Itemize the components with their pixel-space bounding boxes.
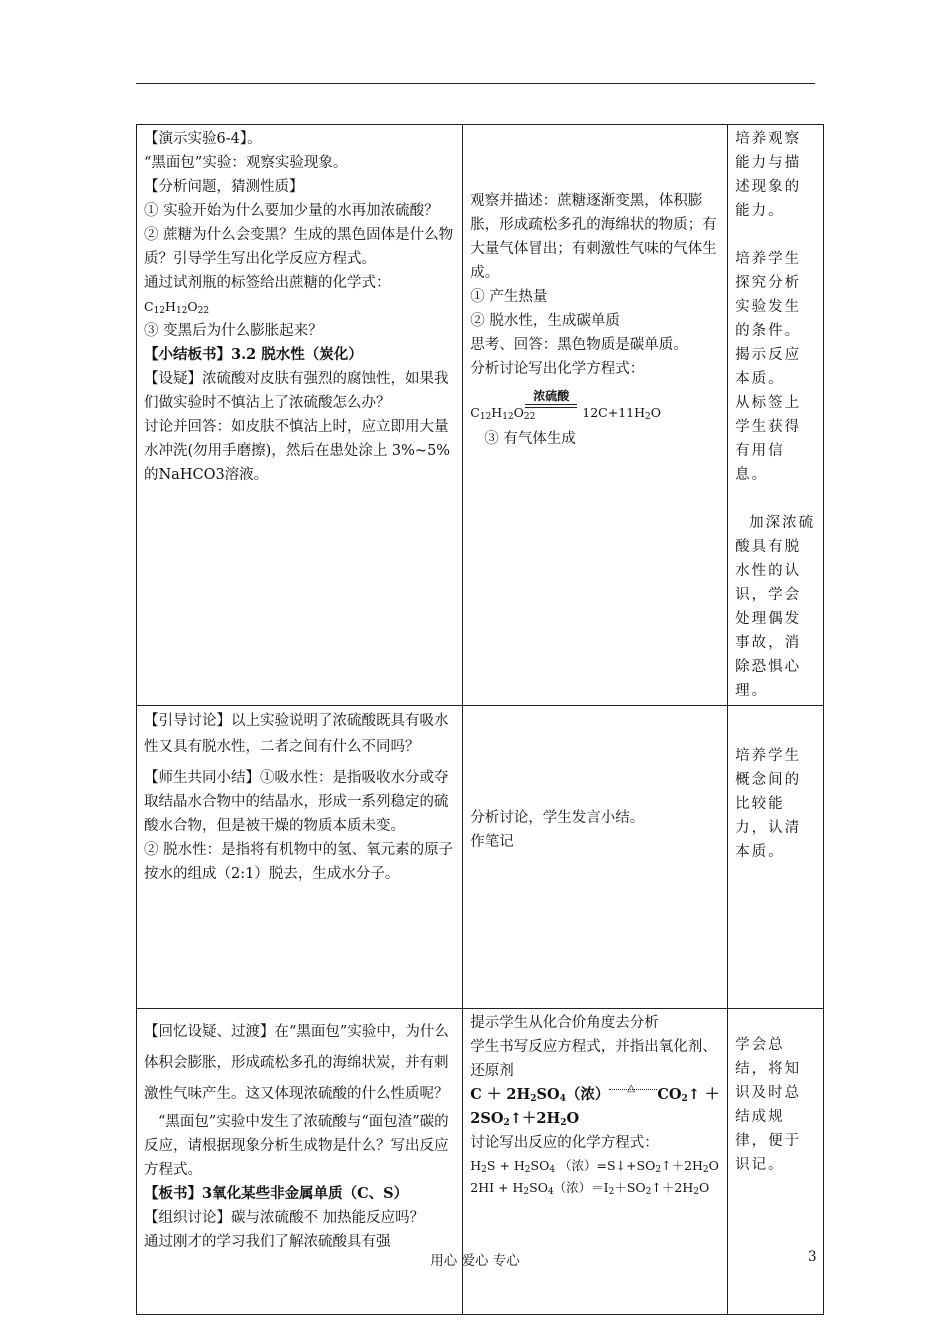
text-line: 加深浓硫酸具有脱水性的认识，学会处理偶发事故，消除恐惧心理。 — [735, 515, 816, 699]
text-line: 分析讨论，学生发言小结。 — [470, 810, 645, 826]
text-line: 作笔记 — [470, 834, 514, 850]
text-line: 【组织讨论】碳与浓硫酸不 加热能反应吗？ — [144, 1210, 425, 1226]
equation-reactant: $C_{12}H_{12}O_{22}$ — [470, 405, 536, 422]
text-line: 观察并描述：蔗糖逐渐变黑，体积膨胀，形成疏松多孔的海绵状的物质；有大量气体冒出；有刺激性气味的气体生成。 — [470, 193, 717, 281]
table-row — [137, 706, 824, 1009]
design-purpose-cell — [728, 125, 824, 706]
text-line: 思考、回答：黑色物质是碳单质。 — [470, 337, 688, 353]
text-line: ② 脱水性，生成碳单质 — [470, 313, 620, 329]
teacher-activity-cell — [137, 706, 463, 1009]
text-line: ③ 变黑后为什么膨胀起来？ — [144, 323, 323, 339]
text-line: ② 脱水性：是指将有机物中的氢、氧元素的原子按水的组成（2:1）脱去，生成水分子。 — [144, 842, 454, 882]
lesson-plan-table — [136, 124, 824, 1315]
board-summary: 【小结板书】3.2 脱水性（炭化） — [144, 346, 363, 363]
hi-equation: $2HI + H_2SO_4$（浓）$=I_2+SO_2↑+2H_2O$ — [470, 1180, 710, 1197]
text-line: ① 实验开始为什么要加少量的水再加浓硫酸？ — [144, 203, 439, 219]
text-line: 通过刚才的学习我们了解浓硫酸具有强 — [144, 1234, 391, 1250]
text-line: 【设疑】浓硫酸对皮肤有强烈的腐蚀性，如果我们做实验时不慎沾上了浓硫酸怎么办？ — [144, 371, 449, 411]
text-line: 学会总结，将知识及时总结成规律，便于识记。 — [735, 1037, 802, 1173]
formula-line: $C_{12}H_{12}O_{22}$ — [144, 299, 210, 316]
text-line: 【回忆设疑、过渡】在“黑面包”实验中，为什么体积会膨胀，形成疏松多孔的海绵状炭，并有刺激性气味产生。这又体现浓硫酸的什么性质呢？ — [144, 1024, 449, 1102]
text-line: ② 蔗糖为什么会变黑？生成的黑色固体是什么物质？引导学生写出化学反应方程式。 — [144, 227, 454, 267]
page-number: 3 — [808, 1249, 817, 1265]
table-row — [137, 125, 824, 706]
heat-condition-mark: △ — [609, 1087, 657, 1099]
text-line: “黑面包”实验：观察实验现象。 — [144, 155, 348, 171]
text-line: 【师生共同小结】①吸水性：是指吸收水分或夺取结晶水合物中的结晶水，形成一系列稳定的硫酸水合物，但是被干燥的物质本质未变。 — [144, 770, 449, 834]
text-line: 分析讨论写出化学方程式： — [470, 361, 645, 377]
text-line: 【分析问题，猜测性质】 — [144, 179, 304, 195]
text-line: 【引导讨论】以上实验说明了浓硫酸既具有吸水性又具有脱水性，二者之间有什么不同吗？ — [144, 713, 449, 755]
text-line: 从标签上学生获得有用信息。 — [735, 395, 802, 483]
carbon-sulfuric-equation: $C + 2H_2SO_4$（浓） △ $CO_2↑$ ＋ $2SO_2↑+2H_2O$ — [470, 1083, 720, 1128]
reaction-condition: 浓硫酸 — [525, 389, 577, 408]
text-line: 讨论写出反应的化学方程式： — [470, 1135, 659, 1151]
header-rule — [136, 83, 815, 84]
chemical-equation — [470, 383, 721, 427]
teacher-activity-cell — [137, 125, 463, 706]
student-activity-cell — [463, 706, 728, 1009]
text-line: 培养学生探究分析实验发生的条件。揭示反应本质。 — [735, 251, 802, 387]
text-line: ③ 有气体生成 — [484, 431, 576, 447]
equation-product: $12C+11H_2O$ — [582, 405, 662, 422]
text-line: 培养学生概念间的比较能力，认清本质。 — [735, 748, 802, 860]
text-line: 学生书写反应方程式，并指出氧化剂、还原剂 — [470, 1039, 717, 1079]
text-line: 讨论并回答：如皮肤不慎沾上时，应立即用大量水冲洗(勿用手磨擦)，然后在患处涂上 3%~5%的NaHCO3溶液。 — [144, 419, 451, 483]
board-heading: 【板书】3氧化某些非金属单质（C、S） — [144, 1185, 409, 1202]
text-line: 通过试剂瓶的标签给出蔗糖的化学式： — [144, 275, 391, 291]
text-line: 培养观察能力与描述现象的能力。 — [735, 131, 802, 219]
text-line: 提示学生从化合价角度去分析 — [470, 1015, 659, 1031]
text-line: 【演示实验6-4】。 — [144, 131, 262, 147]
h2s-equation: $H_2S + H_2SO_4$ （浓）$=S↓+SO_2↑+2H_2O$ — [470, 1158, 719, 1175]
page-footer: 用心 爱心 专心 — [430, 1253, 520, 1269]
text-line: “黑面包”实验中发生了浓硫酸与“面包渣”碳的反应，请根据现象分析生成物是什么？写出反应方程式。 — [144, 1114, 449, 1178]
design-purpose-cell — [728, 706, 824, 1009]
student-activity-cell — [463, 125, 728, 706]
text-line: ① 产生热量 — [470, 289, 548, 305]
